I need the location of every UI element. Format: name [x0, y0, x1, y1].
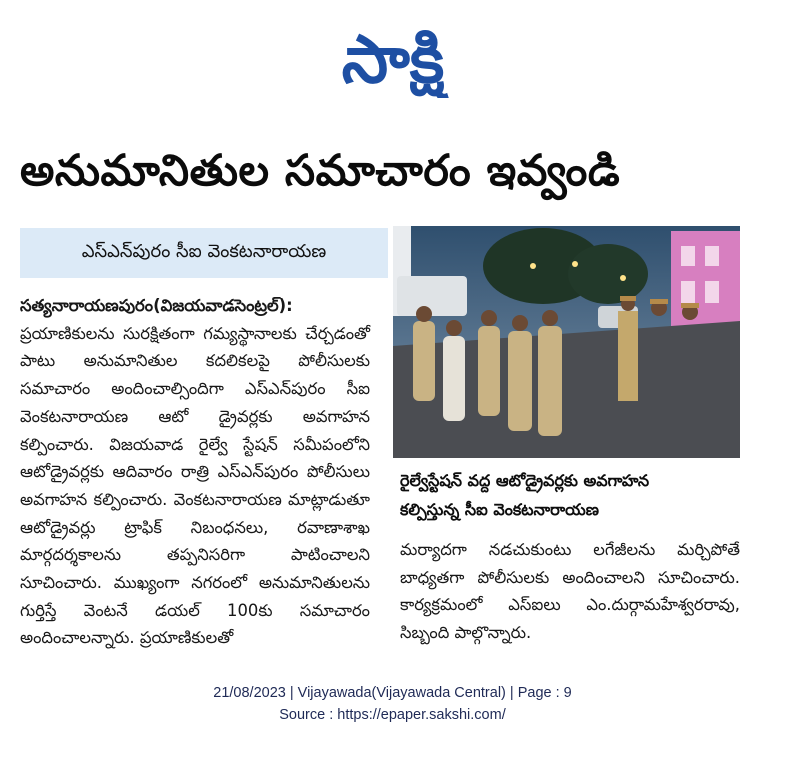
byline-box: [20, 228, 388, 278]
article-photo: [393, 226, 740, 458]
body-text-right: మర్యాదగా నడచుకుంటు లగేజీలను మర్చిపోతే బాధ్యతగా పోలీసులకు అందించాలని సూచించారు. కార్యక్రమంలో ఎస్‌ఐలు ఎం.దుర్గామహేశ్వరరావు, సిబ్బంది పాల్గొన్నారు.: [400, 540, 740, 643]
dateline: సత్యనారాయణపురం(విజయవాడసెంట్రల్‌):: [20, 296, 293, 315]
article-body-right: [400, 536, 740, 647]
sakshi-logo-text: సాక్షి: [341, 21, 444, 98]
footer: [0, 682, 785, 726]
photo-illustration: [393, 226, 740, 458]
masthead: [0, 18, 785, 98]
photo-caption: [400, 466, 740, 524]
footer-edition-line: 21/08/2023 | Vijayawada(Vijayawada Central) | Page : 9: [213, 685, 572, 701]
caption-line-2: కల్పిస్తున్న సీఐ వెంకటనారాయణ: [400, 500, 599, 519]
article-body-left: [20, 292, 370, 652]
article-headline: అనుమానితుల సమాచారం ఇవ్వండి: [20, 146, 621, 196]
body-text-left: ప్రయాణికులను సురక్షితంగా గమ్యస్థానాలకు చేర్చడంతో పాటు అనుమానితుల కదలికలపై పోలీసులకు సమాచారం అందించాల్సిందిగా ఎస్‌ఎన్‌పురం సీఐ వెంకటనారాయణ ఆటో డ్రైవర్లకు అవగాహన కల్పించారు. విజయవాడ రైల్వే స్టేషన్‌ సమీపంలోని ఆటోడ్రైవర్లకు ఆదివారం రాత్రి ఎస్‌ఎన్‌పురం పోలీసులు అవగాహన కల్పించారు. వెంకటనారాయణ మాట్లాడుతూ ఆటోడ్రైవర్లు ట్రాఫిక్‌ నిబంధనలు, రవాణాశాఖ మార్గదర్శకాలను తప్పనిసరిగా పాటించాలని సూచించారు. ముఖ్యంగా నగరంలో అనుమానితులను గుర్తిస్తే వెంటనే డయల్‌ 100కు సమాచారం అందించాలన్నారు. ప్రయాణికులతో: [20, 323, 370, 648]
byline-text: ఎస్‌ఎన్‌పురం సీఐ వెంకటనారాయణ: [81, 240, 327, 262]
caption-line-1: రైల్వేస్టేషన్‌ వద్ద ఆటోడ్రైవర్లకు అవగాహన: [400, 471, 650, 490]
sakshi-logo: [288, 18, 498, 98]
footer-source-line: Source : https://epaper.sakshi.com/: [279, 707, 506, 723]
